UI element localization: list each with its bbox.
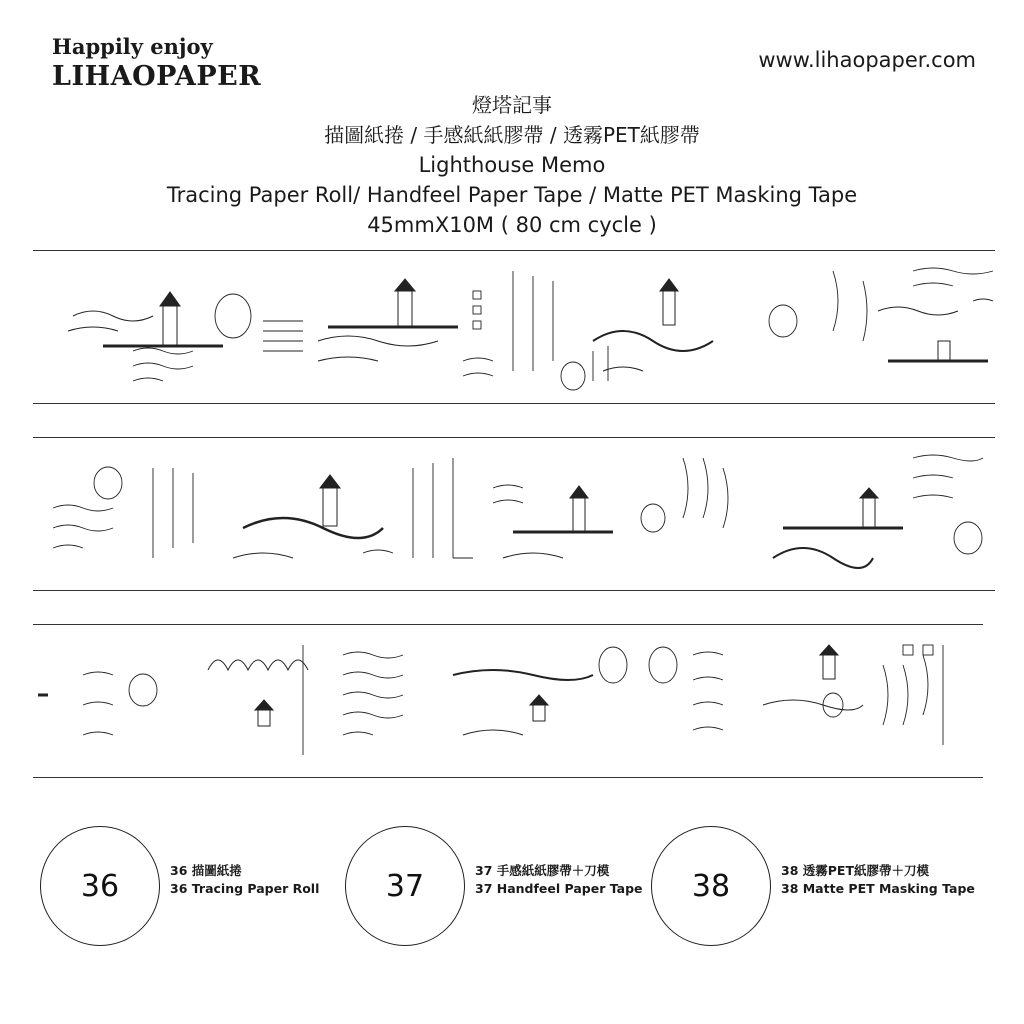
tape-illustration-37 [33,438,995,590]
title-size: 45mmX10M ( 80 cm cycle ) [367,213,657,237]
website-url: www.lihaopaper.com [758,48,976,72]
lighthouse-sketch [763,645,863,710]
product-label-en: 36 Tracing Paper Roll [170,881,320,896]
lighthouse-sketch [318,279,458,361]
product-label-cn: 36 描圖紙捲 [170,863,242,878]
product-label-en: 38 Matte PET Masking Tape [781,881,975,896]
product-label-cn: 38 透霧PET紙膠帶＋刀模 [781,863,929,878]
brand-block [52,34,261,94]
title-block [0,90,1024,240]
lighthouse-sketch [208,660,308,726]
script-notes [133,268,993,390]
product-label-cn: 37 手感紙紙膠帶＋刀模 [475,863,610,878]
product-label [170,862,319,898]
product-label [475,862,643,898]
lighthouse-sketch [773,488,903,568]
tape-illustration-38 [33,625,983,777]
product-number-circle: 36 [40,826,160,946]
lighthouse-sketch [453,670,593,735]
script-notes [53,455,983,558]
title-cn-name: 燈塔記事 [472,93,552,117]
lighthouse-sketch [503,486,613,558]
title-en-name: Lighthouse Memo [418,153,606,177]
tape-strip-36 [33,250,995,404]
brand-name: LIHAOPAPER [52,61,262,92]
product-number-circle: 38 [651,826,771,946]
product-label-en: 37 Handfeel Paper Tape [475,881,643,896]
lighthouse-sketch [878,307,988,361]
product-number-circle: 37 [345,826,465,946]
brand-tagline: Happily enjoy [52,34,213,59]
tape-illustration-36 [33,251,995,403]
tape-strip-38 [33,624,983,778]
lighthouse-sketch [233,475,383,558]
lighthouse-sketch [593,279,713,371]
script-notes [38,645,943,755]
title-cn-types: 描圖紙捲 / 手感紙紙膠帶 / 透霧PET紙膠帶 [324,123,700,147]
product-label [781,862,975,898]
lighthouse-sketch [68,292,223,346]
title-en-types: Tracing Paper Roll/ Handfeel Paper Tape / Matte PET Masking Tape [166,183,858,207]
tape-strip-37 [33,437,995,591]
